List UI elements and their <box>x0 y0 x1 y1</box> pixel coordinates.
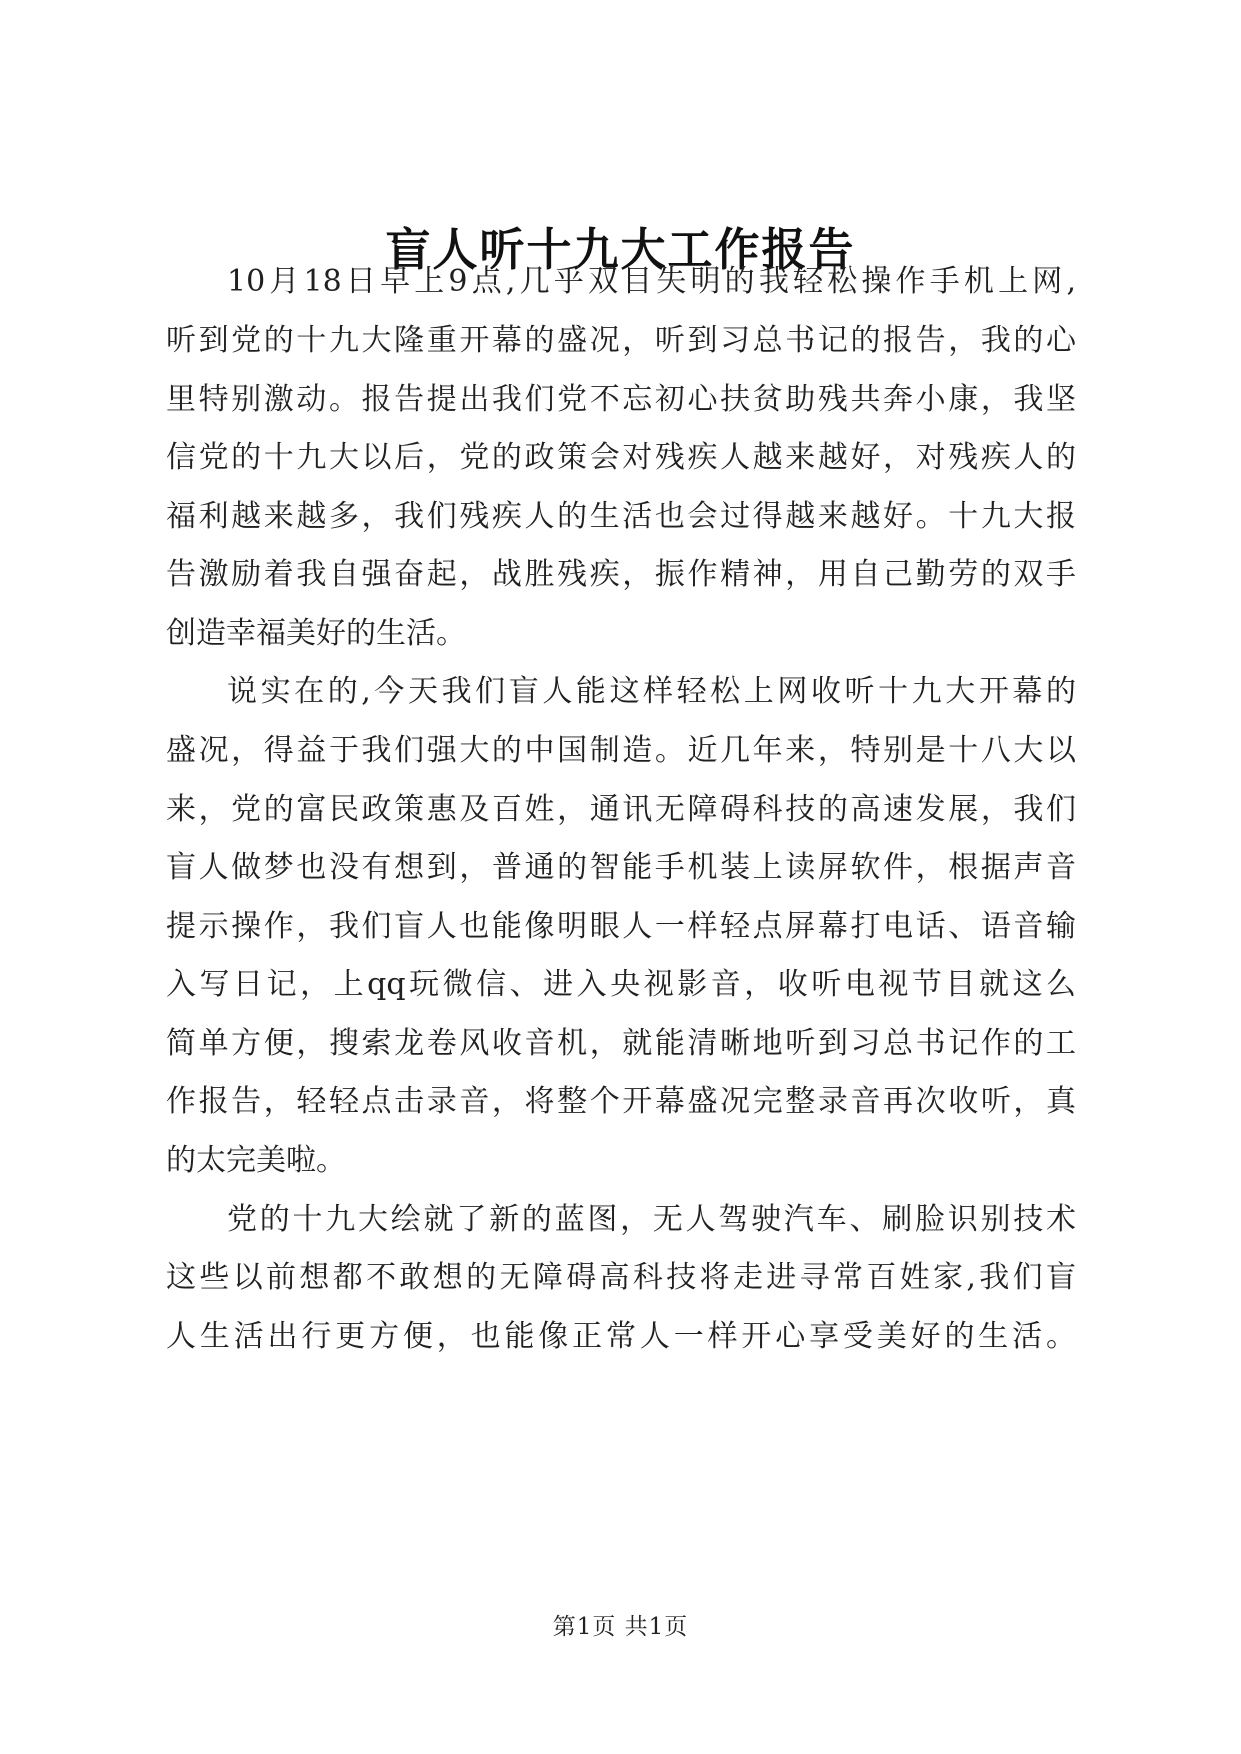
paragraph-2-line-9: 的太完美啦。 <box>166 1143 346 1178</box>
paragraph-2-line-2: 盛况，得益于我们强大的中国制造。近几年来，特别是十八大以 <box>166 733 1076 768</box>
paragraph-1-line-4: 信党的十九大以后，党的政策会对残疾人越来越好，对残疾人的 <box>166 440 1076 475</box>
paragraph-1-line-6: 告激励着我自强奋起，战胜残疾，振作精神，用自己勤劳的双手 <box>166 557 1076 592</box>
paragraph-1-line-7: 创造幸福美好的生活。 <box>166 616 466 651</box>
page-footer: 第1页 共1页 <box>552 1614 689 1640</box>
paragraph-3-line-1: 党的十九大绘就了新的蓝图，无人驾驶汽车、刷脸识别技术 <box>227 1202 1076 1237</box>
paragraph-2-line-8: 作报告，轻轻点击录音，将整个开幕盛况完整录音再次收听，真 <box>166 1084 1076 1119</box>
paragraph-1-line-1: 10月18日早上9点,几乎双目失明的我轻松操作手机上网, <box>227 264 1076 299</box>
paragraph-2-line-4: 盲人做梦也没有想到，普通的智能手机装上读屏软件，根据声音 <box>166 850 1076 885</box>
paragraph-2-line-5: 提示操作，我们盲人也能像明眼人一样轻点屏幕打电话、语音输 <box>166 909 1076 944</box>
paragraph-2-line-3: 来，党的富民政策惠及百姓，通讯无障碍科技的高速发展，我们 <box>166 792 1076 827</box>
paragraph-1-line-3: 里特别激动。报告提出我们党不忘初心扶贫助残共奔小康，我坚 <box>166 382 1076 417</box>
paragraph-3-line-3: 人生活出行更方便，也能像正常人一样开心享受美好的生活。 <box>166 1319 1076 1354</box>
paragraph-2-line-6: 入写日记，上qq玩微信、进入央视影音，收听电视节目就这么 <box>166 967 1076 1002</box>
paragraph-1-line-5: 福利越来越多，我们残疾人的生活也会过得越来越好。十九大报 <box>166 499 1076 534</box>
paragraph-3-line-2: 这些以前想都不敢想的无障碍高科技将走进寻常百姓家,我们盲 <box>166 1260 1076 1295</box>
document-title: 盲人听十九大工作报告 <box>385 223 856 276</box>
paragraph-1-line-2: 听到党的十九大隆重开幕的盛况，听到习总书记的报告，我的心 <box>166 323 1076 358</box>
paragraph-2-line-7: 简单方便，搜索龙卷风收音机，就能清晰地听到习总书记作的工 <box>166 1026 1076 1061</box>
paragraph-2-line-1: 说实在的,今天我们盲人能这样轻松上网收听十九大开幕的 <box>227 674 1076 709</box>
